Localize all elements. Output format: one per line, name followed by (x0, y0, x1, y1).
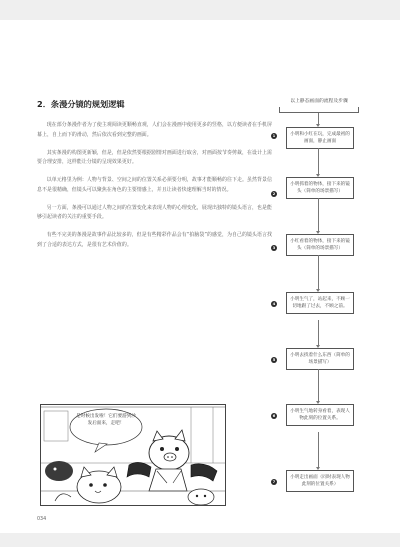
flow-step-number: 7 (272, 479, 276, 484)
flow-step-number: 5 (272, 357, 276, 362)
flow-connector (318, 148, 319, 175)
bottom-band (0, 533, 400, 547)
flow-step-number: 1 (272, 133, 276, 138)
flow-step-number: 2 (272, 191, 276, 196)
flow-step-6 (286, 404, 354, 426)
flow-title: 以上静态画面的流程及步骤 (290, 99, 348, 104)
flow-step-text: 小红看着的物体，接下来的镜头（简单的场景描写） (290, 239, 350, 251)
paragraph-4: 另一方面，条漫可以通过人物之间的位置变化来表现人物的心理变化，展现出独特的镜头语言，也是能够引起读者的关注的重要手段。 (37, 204, 272, 220)
flow-step-text: 小明走出画面（同时表现人物此刻的位置关系） (290, 475, 350, 487)
comic-speech-bubble: 是时候出发啦！它们要游到沙发后面来，走吧！ (76, 414, 136, 427)
paragraph-3: 以单元格里为例：人物与背景、空间之间的位置关系必须要分明，故事才能顺畅的往下走。虽然背景信息不是很精确，但镜头可以聚焦在角色的主要情感上，并且让读者快速理解当时的情况。 (37, 177, 272, 193)
flow-connector (318, 255, 319, 290)
flow-step-text: 小明抓着的物体，接下来的镜头（简单的场景描写） (290, 182, 350, 194)
paragraph-5: 有些不完美的条漫是故事作品比较多的，但是有些精彩作品会有“拍脑袋”的感觉，为自己的镜头语言找到了合适的表达方式，是很有艺术价值的。 (37, 232, 272, 248)
flow-step-text: 小明生气地转身看着，表现人物此刻的位置关系。 (290, 409, 350, 421)
flow-step-text: 小明生气了，站起来，不顾一切地跟了过去，不顾之前。 (290, 297, 350, 309)
flow-step-4 (286, 292, 354, 314)
flow-step-number: 3 (272, 245, 276, 250)
flow-step-1 (286, 127, 354, 149)
flow-step-5 (286, 348, 354, 370)
flow-step-3 (286, 234, 354, 256)
flow-connector (318, 369, 319, 402)
flow-title-bracket (279, 107, 359, 113)
flow-step-text: 小明去找着什么东西（简单的场景描写） (290, 353, 350, 365)
flow-connector (318, 198, 319, 232)
top-band (0, 0, 400, 20)
paragraph-1: 现在部分条漫作者为了使主观阅读更顺畅直观，人们会在漫画中使用更多的竖格，以方便读者在手机屏幕上，自上而下的滑动，然后依次看到完整的画面。 (37, 122, 272, 138)
flow-step-2 (286, 177, 354, 199)
flow-step-7 (286, 470, 354, 492)
flow-step-number: 6 (272, 413, 276, 418)
body-text (37, 121, 272, 259)
flow-connector (318, 432, 319, 468)
flow-step-number: 4 (272, 301, 276, 306)
flow-connector (318, 320, 319, 346)
section-title: 2．条漫分镜的规划逻辑 (37, 99, 125, 109)
flow-step-text: 小明和小红在玩，完成最初的画面，静止画面 (290, 132, 350, 144)
paragraph-2: 其实条漫的构图更新颖，但是，但是依然要根据剧情对画面进行取舍，对画面按节奏剪裁，在设计上需要合理安排，这样能让分镜的呈现效果更好。 (37, 149, 272, 165)
page-number: 034 (37, 517, 47, 522)
